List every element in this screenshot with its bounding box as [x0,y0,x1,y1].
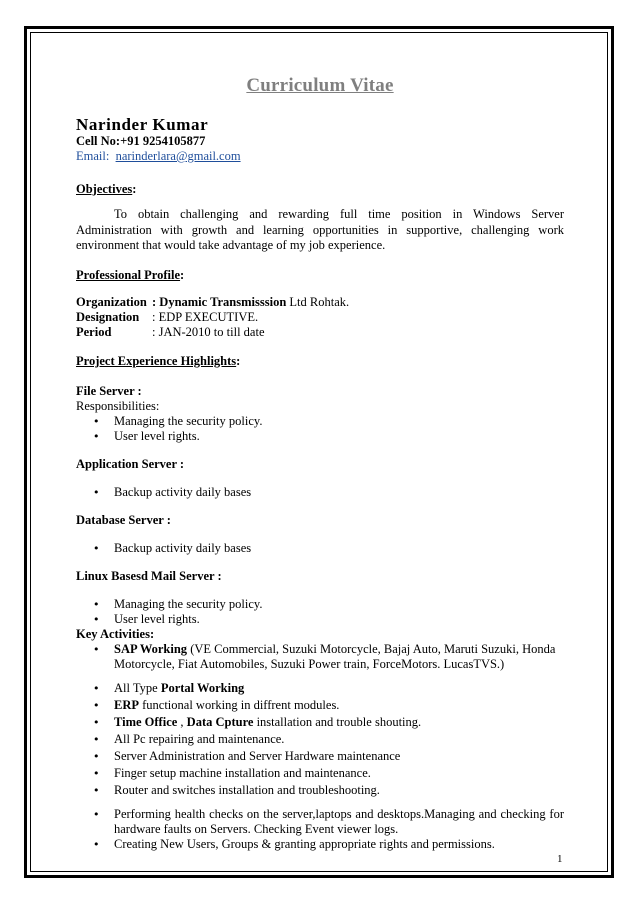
cv-document [76,75,564,852]
profile-organization: Organization : Dynamic Transmisssion Ltd Rohtak. [76,294,350,309]
list-item: • Performing health checks on the server,laptops and desktops.Managing and checking for hardware faults on Servers. Checking Event viewer logs. [76,807,564,837]
list-item: • SAP Working (VE Commercial, Suzuki Motorcycle, Bajaj Auto, Maruti Suzuki, Honda Motorcycle, Fiat Automobiles, Suzuki Power train, ForceMotors. LucasTVS.) [76,642,564,672]
app-server-title: Application Server : [76,456,185,471]
file-server-title: File Server : [76,383,142,398]
mail-server-title: Linux Basesd Mail Server : [76,568,222,583]
email-label: Email: [76,149,110,163]
list-item: • User level rights. [76,429,564,444]
app-server-block [76,457,564,500]
list-item: • Finger setup machine installation and maintenance. [76,766,564,781]
objectives-text: To obtain challenging and rewarding full time position in Windows Server Administration with growth and learning opportunities in supportive, challenging work environment that would take advantage of my job experience. [76,207,564,252]
responsibilities-label: Responsibilities: [76,398,160,413]
list-item: • Managing the security policy. [76,597,564,612]
activities-heading: Key Activities: [76,626,155,641]
list-item: • All Pc repairing and maintenance. [76,732,564,747]
page-number: 1 [557,853,563,865]
mail-server-block [76,569,564,627]
projects-heading: Project Experience Highlights [76,353,237,368]
list-item: • All Type Portal Working [76,681,564,696]
db-server-block [76,513,564,556]
list-item: • User level rights. [76,612,564,627]
projects-section: Project Experience Highlights: File Server : Responsibilities: • Managing the security policy. • User level rights. Application Server : • Backup activity daily bases Database Server : • Backup activity daily bases Linux Basesd Mail Server : • Managing the security policy. • User level rights. [76,354,564,627]
list-item: • Time Office , Data Cpture installation and trouble shouting. [76,715,564,730]
document-title: Curriculum Vitae [246,75,394,96]
list-item: • Managing the security policy. [76,414,564,429]
list-item: • Backup activity daily bases [76,541,564,556]
email-line [76,149,564,164]
cell-number: Cell No:+91 9254105877 [76,134,206,148]
profile-designation: Designation : EDP EXECUTIVE. [76,309,259,324]
profile-period: Period : JAN-2010 to till date [76,324,265,339]
objectives-heading: Objectives [76,182,133,196]
activities-section [76,627,564,852]
file-server-block [76,384,564,444]
list-item: • Creating New Users, Groups & granting appropriate rights and permissions. [76,837,564,852]
list-item: • Router and switches installation and troubleshooting. [76,783,564,798]
candidate-name: Narinder Kumar [76,115,209,134]
objectives-section: Objectives: To obtain challenging and rewarding full time position in Windows Server Administration with growth and learning opportunities in supportive, challenging work environment that would take advantage of my job experience. [76,182,564,252]
list-item: • Server Administration and Server Hardware maintenance [76,749,564,764]
profile-heading: Professional Profile [76,267,181,282]
list-item: • ERP functional working in diffrent modules. [76,698,564,713]
list-item: • Backup activity daily bases [76,485,564,500]
email-link[interactable]: narinderlara@gmail.com [115,149,241,163]
profile-section: Professional Profile: Organization : Dynamic Transmisssion Ltd Rohtak. Designation : EDP EXECUTIVE. Period : JAN-2010 to till date [76,268,564,340]
db-server-title: Database Server : [76,512,171,527]
